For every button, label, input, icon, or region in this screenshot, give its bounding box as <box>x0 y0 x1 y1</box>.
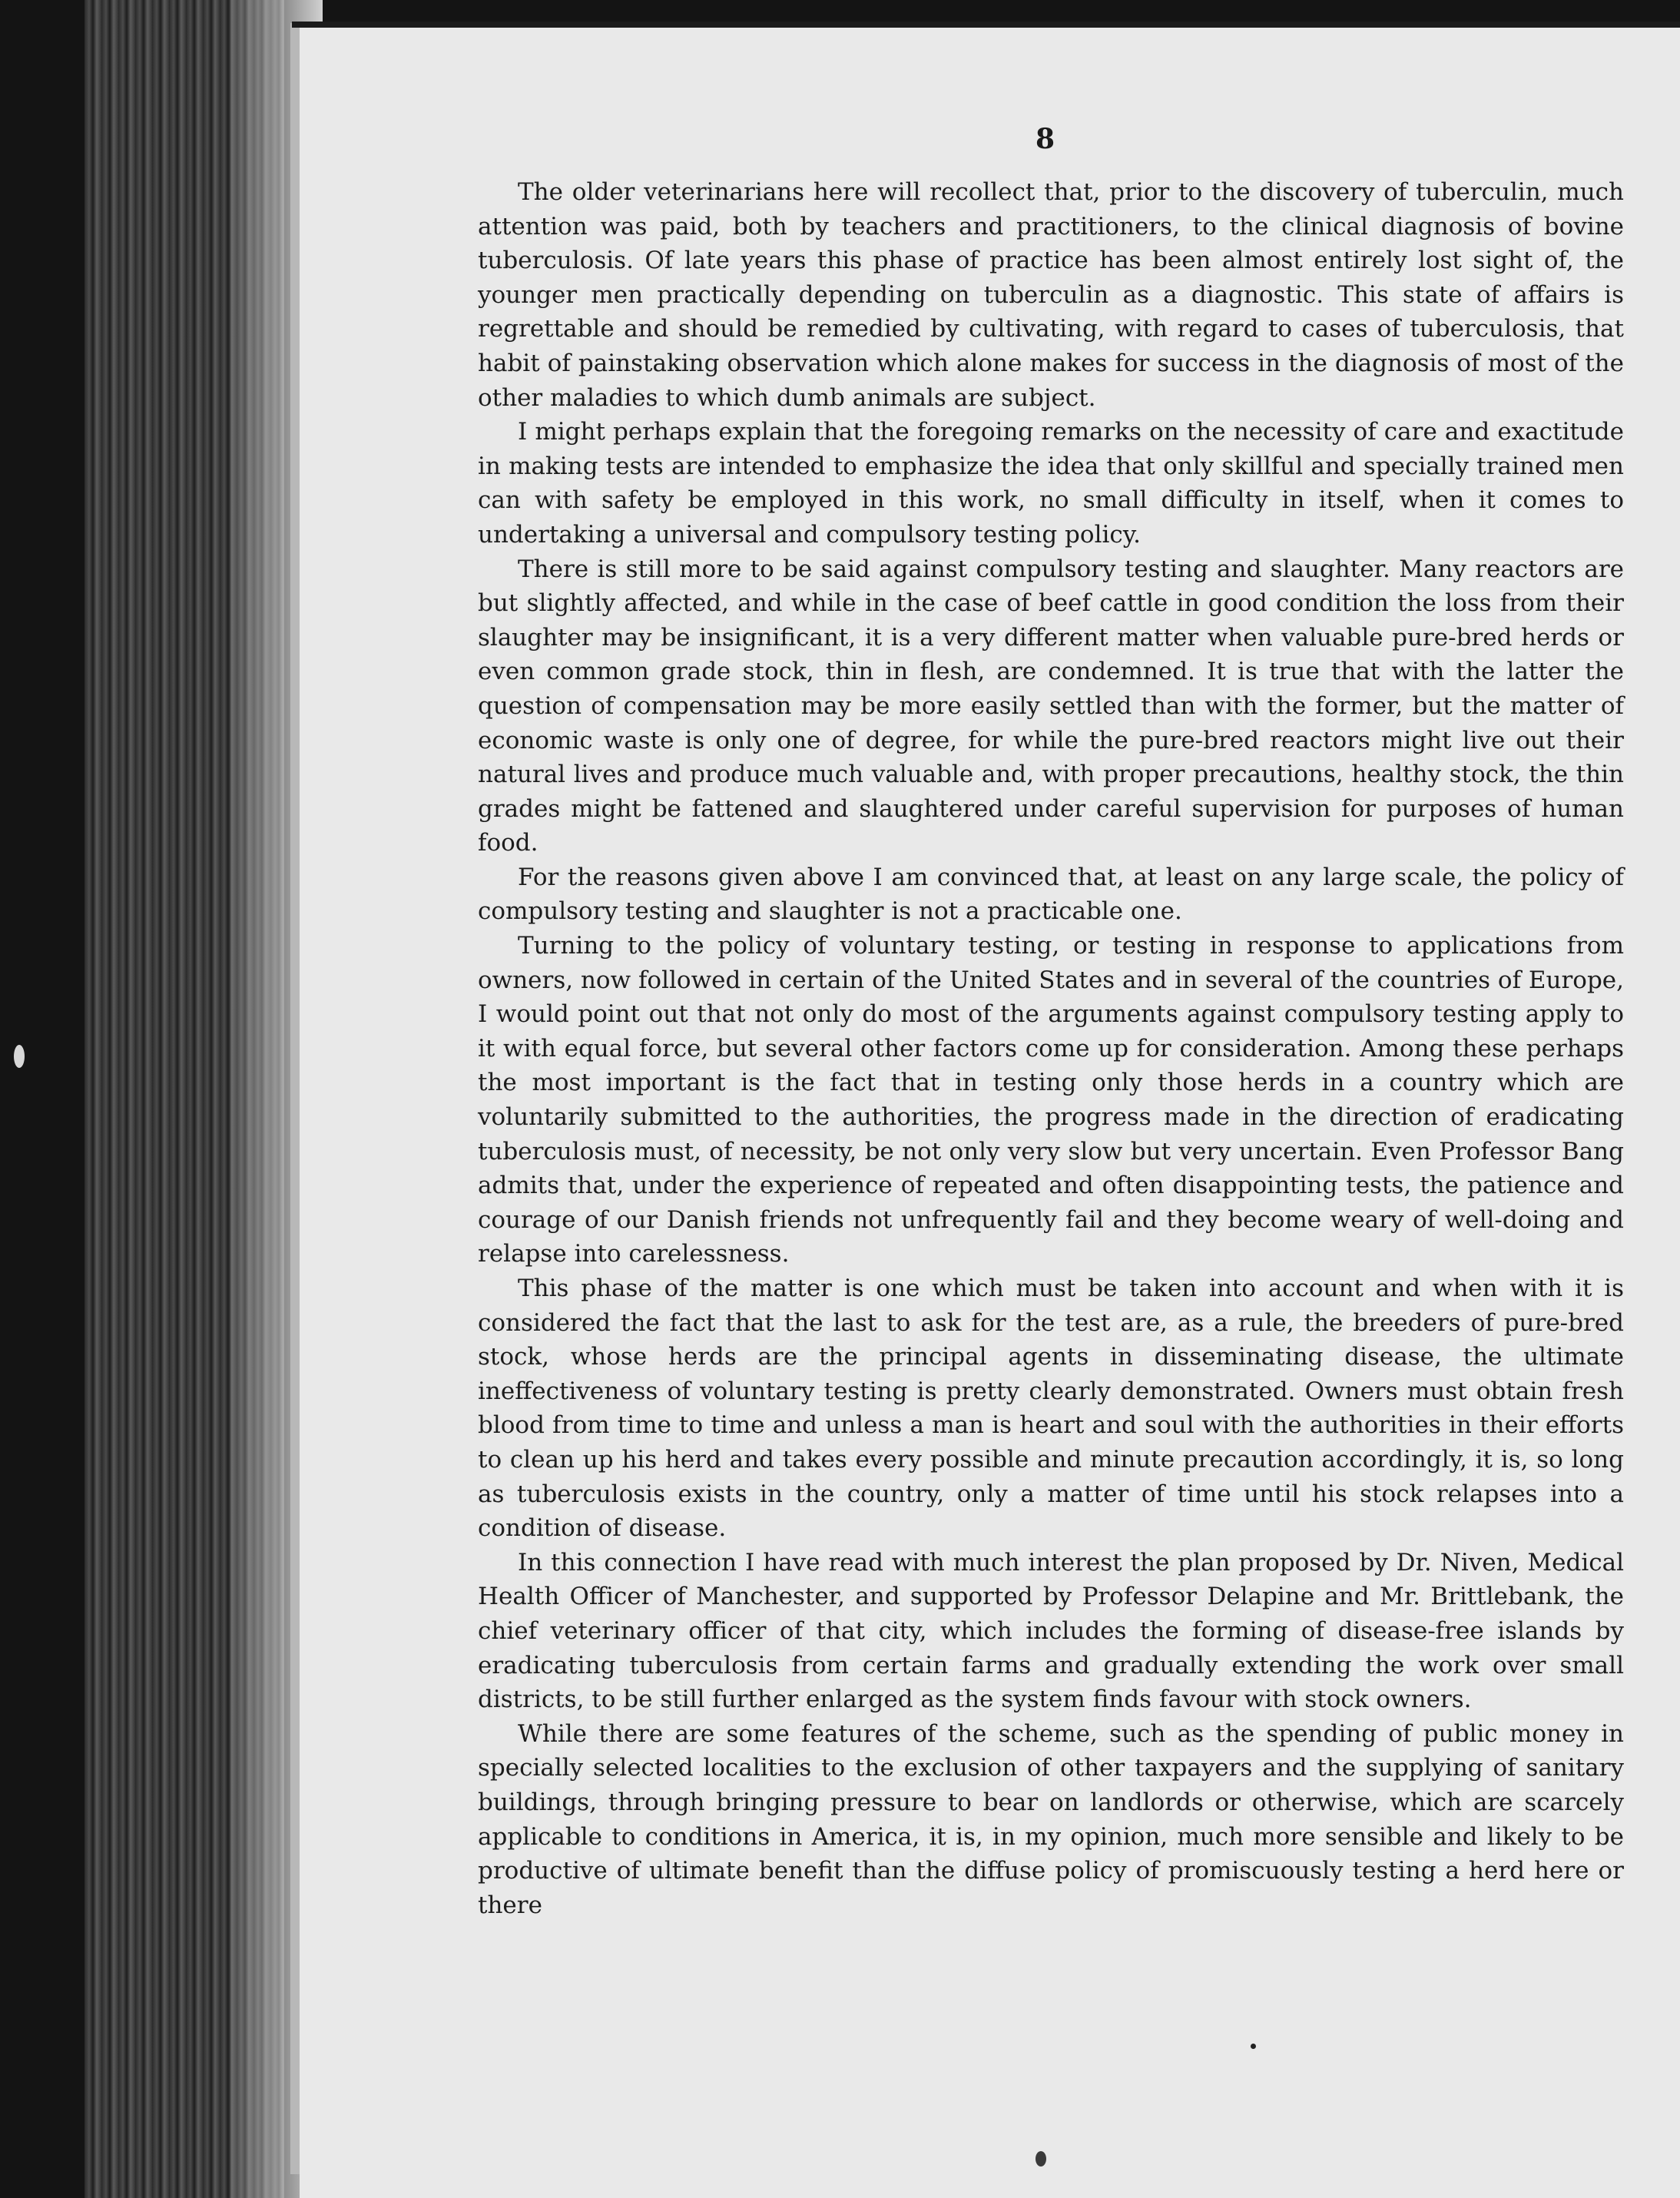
paragraph: There is still more to be said against compulsory testing and slaughter. Many reactors are but slightly affected, and while in the case of beef cattle in good condition the loss from their slaughter may be insignificant, it is a very different matter when valuable pure-bred herds or even common grade stock, thin in flesh, are condemned. It is true that with the latter the question of compensation may be more easily settled than with the former, but the matter of economic waste is only one of degree, for while the pure-bred reactors might live out their natural lives and produce much valuable and, with proper precautions, healthy stock, the thin grades might be fattened and slaughtered under careful supervision for purposes of human food. <box>478 555 1624 857</box>
paragraph: In this connection I have read with much interest the plan proposed by Dr. Niven, Medical Health Officer of Manchester, and supported by Professor Delapine and Mr. Brittlebank, the chief veterinary officer of that city, which includes the forming of disease-free islands by eradicating tuberculosis from certain farms and gradually extending the work over small districts, to be still further enlarged as the system finds favour with stock owners. <box>478 1548 1624 1714</box>
ink-speck <box>1251 2044 1256 2049</box>
paragraph: This phase of the matter is one which must be taken into account and when with it is considered the fact that the last to ask for the test are, as a rule, the breeders of pure-bred stock, whose herds are the principal agents in disseminating disease, the ultimate ineffectiveness of voluntary testing is pretty clearly demonstrated. Owners must obtain fresh blood from time to time and unless a man is heart and soul with the authorities in their efforts to clean up his herd and takes every possible and minute precaution accordingly, it is, so long as tuberculosis exists in the country, only a matter of time until his stock relapses into a condition of disease. <box>478 1275 1624 1543</box>
paragraph: For the reasons given above I am convinced that, at least on any large scale, the policy of compulsory testing and slaughter is not a practicable one. <box>478 863 1624 926</box>
page-number: 8 <box>1036 123 1055 155</box>
paragraph: The older veterinarians here will recollect that, prior to the discovery of tuberculin, much attention was paid, both by teachers and practitioners, to the clinical diagnosis of bovine tuberculosis. Of late years this phase of practice has been almost entirely lost sight of, the younger men practically depending on tuberculin as a diagnostic. This state of affairs is regrettable and should be remedied by cultivating, with regard to cases of tuberculosis, that habit of painstaking observation which alone makes for success in the diagnosis of most of the other maladies to which dumb animals are subject. <box>478 178 1624 412</box>
paragraph: I might perhaps explain that the foregoing remarks on the necessity of care and exactitude in making tests are intended to emphasize the idea that only skillful and specially trained men can with safety be employed in this work, no small difficulty in itself, when it comes to undertaking a universal and compulsory testing policy. <box>478 418 1624 549</box>
body-text <box>478 175 1624 1922</box>
page-top-edge <box>292 22 1680 28</box>
paragraph: Turning to the policy of voluntary testing, or testing in response to applications from owners, now followed in certain of the United States and in several of the countries of Europe, I would point out that not only do most of the arguments against compulsory testing apply to it with equal force, but several other factors come up for consideration. Among these perhaps the most important is the fact that in testing only those herds in a country which are voluntarily submitted to the authorities, the progress made in the direction of eradicating tuberculosis must, of necessity, be not only very slow but very uncertain. Even Professor Bang admits that, under the experience of repeated and often disappointing tests, the patience and courage of our Danish friends not unfrequently fail and they become weary of well-doing and relapse into carelessness. <box>478 932 1625 1268</box>
ink-speck <box>1036 2151 1046 2167</box>
page-edge <box>290 23 300 2174</box>
ink-speck <box>14 1045 25 1068</box>
paragraph: While there are some features of the scheme, such as the spending of public money in specially selected localities to the exclusion of other taxpayers and the supplying of sanitary buildings, through bringing pressure to bear on landlords or otherwise, which are scarcely applicable to conditions in America, it is, in my opinion, much more sensible and likely to be productive of ultimate benefit than the diffuse policy of promiscuously testing a herd here or there <box>478 1719 1624 1919</box>
